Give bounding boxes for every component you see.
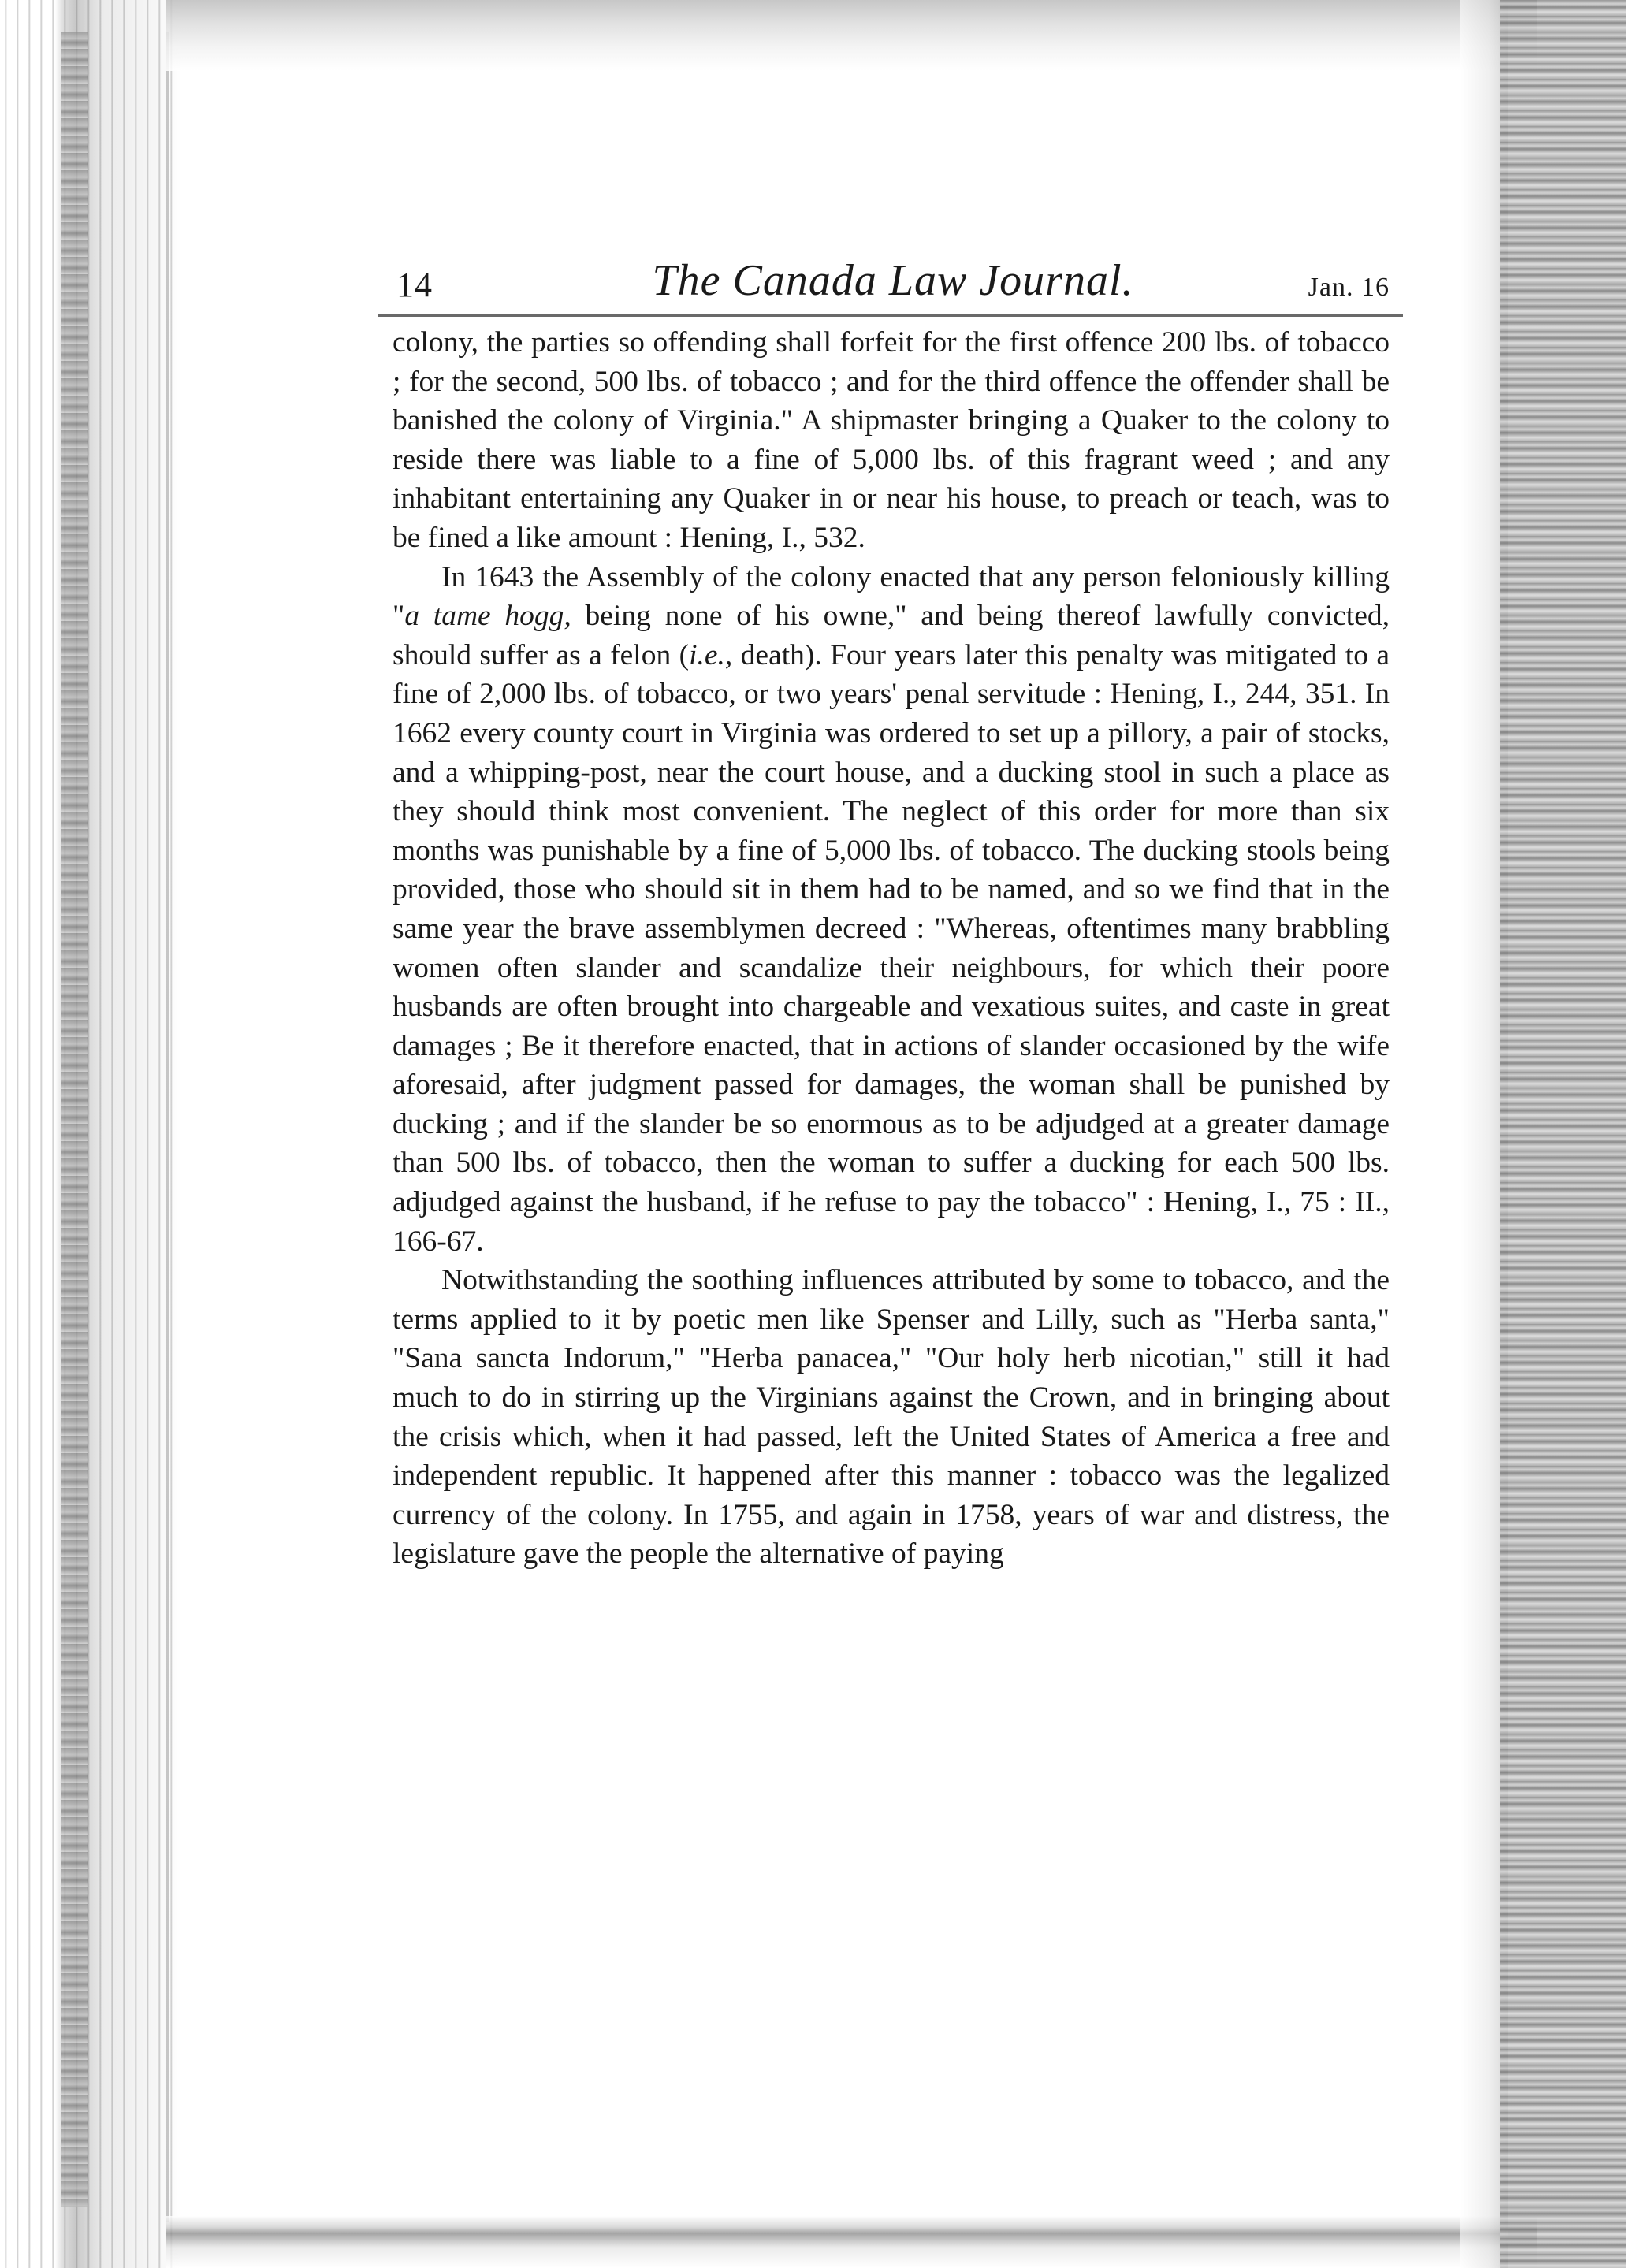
paragraph-3: Notwithstanding the soothing influences attributed by some to tobacco, and the terms applied to it by poetic men like Spenser and Lilly, such as "Herba santa," "Sana sancta Indorum," "Herba panacea," "Our holy herb nicotian," still it had much to do in stirring up the Virginians against the Crown, and in bringing about the crisis which, when it had passed, left the United States of America a free and independent republic. It happened after this manner : tobacco was the legalized currency of the colony. In 1755, and again in 1758, years of war and distress, the legislature gave the people the alternative of paying xyxy=(393,1264,1390,1571)
scan-page-edge-line xyxy=(166,32,169,2222)
paragraph-2-text-c: death). Four years later this penalty was mitigated to a fine of 2,000 lbs. of tobacco, or two years' penal servitude : Hening, I., 244, 351. In 1662 every county court in Virginia was ordered to set up a pillory, a pair of stocks, and a whipping-post, near the court house, and a ducking stool in such a place as they should think most convenient. The neglect of this order for more than six months was punishable by a fine of 5,000 lbs. of tobacco. The ducking stools being provided, those who should sit in them had to be named, and so we find that in the same year the brave assemblymen decreed : "Whereas, oftentimes many brabbling women often slander and scandalize their neighbours, for which their poore husbands are often brought into chargeable and vexatious suites, and caste in great damages ; Be it therefore enacted, that in actions of slander occasioned by the wife aforesaid, after judgment passed for damages, the woman shall be punished by ducking ; and if the slander be so enormous as to be adjudged at a greater damage than 500 lbs. of tobacco, then the woman to suffer a ducking for each 500 lbs. adjudged against the husband, if he refuse to pay the tobacco" : Hening, I., 75 : II., 166-67. xyxy=(393,638,1390,1258)
scan-edge-bottom xyxy=(166,2216,1537,2268)
scan-edge-right xyxy=(1500,0,1626,2268)
paragraph-2-text-b: being none of his owne," and being thereof lawfully convicted, should suffer as a felon ( xyxy=(393,600,1390,671)
header-rule xyxy=(378,314,1403,317)
paragraph-1: colony, the parties so offending shall forfeit for the first offence 200 lbs. of tobacco ; for the second, 500 lbs. of tobacco ; and for the third offence the offender shall be banished the colony of Virginia." A shipmaster bringing a Quaker to the colony to reside there was liable to a fine of 5,000 lbs. of this fragrant weed ; and any inhabitant entertaining any Quaker in or near his house, to preach or teach, was to be fined a like amount : Hening, I., 532. xyxy=(393,326,1390,554)
scan-binding-edge-left xyxy=(0,0,181,2268)
paragraph-2 xyxy=(393,558,1390,1262)
issue-date: Jan. 16 xyxy=(1308,273,1390,302)
running-header xyxy=(396,251,1390,314)
page-number: 14 xyxy=(396,266,433,304)
scan-binding-shadow-left xyxy=(61,32,88,2207)
journal-title: The Canada Law Journal. xyxy=(652,256,1134,305)
paragraph-2-text-a: In 1643 the Assembly of the colony enacted that any person feloniously killing " xyxy=(393,560,1390,633)
paragraph-2-italic-a: a tame hogg, xyxy=(404,600,571,633)
paragraph-2-italic-b: i.e., xyxy=(689,638,733,671)
article-body xyxy=(393,323,1390,1574)
scan-edge-top xyxy=(166,0,1537,71)
